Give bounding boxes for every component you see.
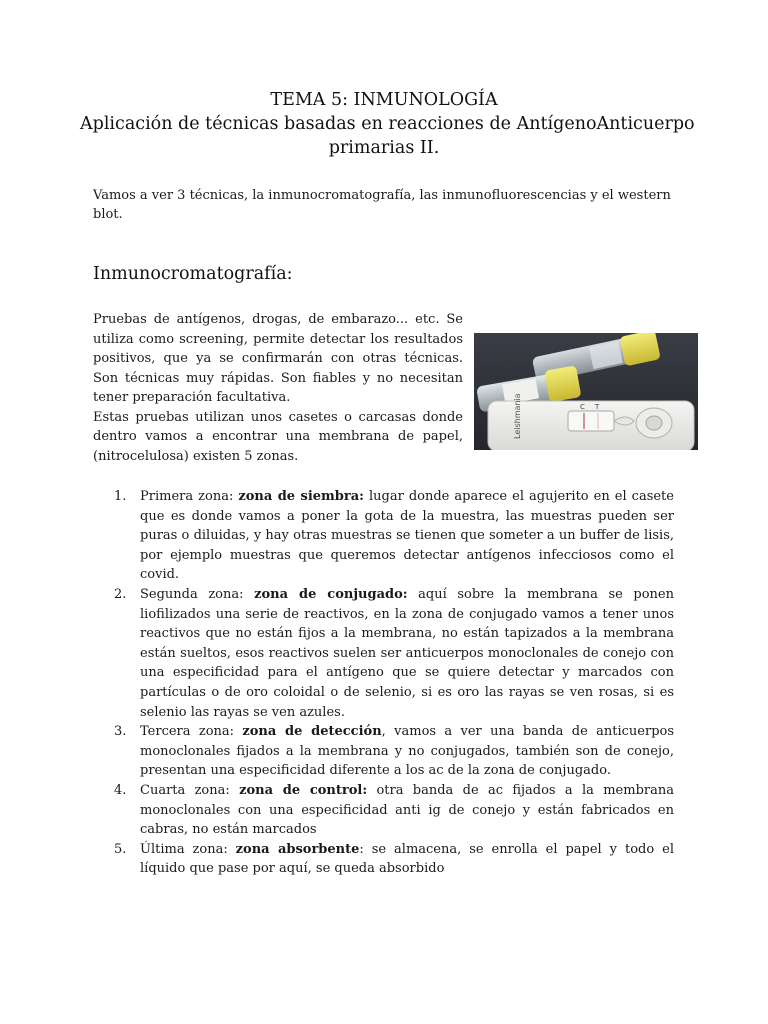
zone-text: otra banda de ac fijados a la membrana monoclonales con una especificidad anti ig de conejo y están fabricados en cabras, no están marcados [140,782,674,838]
title-line-1: TEMA 5: INMUNOLOGÍA [270,90,498,110]
section-heading: Inmunocromatografía: [93,264,293,284]
list-item [93,781,674,840]
zone-prefix: Primera zona: [140,489,239,504]
section-paragraph-text-2: Estas pruebas utilizan unos casetes o carcasas donde dentro vamos a encontrar una membrana de papel, (nitrocelulosa) existen 5 zonas. [93,409,463,464]
zone-text: aquí sobre la membrana se ponen liofilizados una serie de reactivos, en la zona de conjugado vamos a tener unos reactivos que no están fijos a la membrana, no están tapizados a la membrana están sueltos, esos reactivos suelen ser anticuerpos monoclonales de conejo con una especificidad para el antígeno que se quiere detectar y marcados con partículas o de oro coloidal o de selenio, si es oro las rayas se ven rosas, si es selenio las rayas se ven azules. [140,586,674,720]
title-line-2: Aplicación de técnicas basadas en reacciones de AntígenoAnticuerpo [80,114,695,134]
list-number: 1. [114,489,127,504]
test-cassette-image [474,333,698,450]
test-cassette-photo [474,333,698,450]
cassette-mark-t: T [595,403,600,411]
svg-text:Leishmania: Leishmania [513,393,522,439]
zone-prefix: Cuarta zona: [140,782,240,798]
zone-name: zona de detección [242,724,382,740]
list-number: 2. [114,586,127,602]
list-item [93,840,674,879]
list-item [93,585,674,722]
list-item [93,487,674,585]
page-title [80,88,695,160]
zone-prefix: Segunda zona: [140,586,255,602]
section-paragraph-text: Pruebas de antígenos, drogas, de embarazo... etc. Se utiliza como screening, permite detectar los resultados positivos, que ya se confirmarán con otras técnicas. Son técnicas muy rápidas. Son fiables y no necesitan tener preparación facultativa. [93,312,463,405]
list-number: 3. [114,724,127,740]
list-number: 5. [114,841,127,857]
zone-prefix: Tercera zona: [140,724,243,740]
zone-name: zona de siembra: [238,489,364,504]
zone-text: lugar donde aparece el agujerito en el casete que es donde vamos a poner la gota de la muestra, las muestras pueden ser puras o diluidas, y hay otras muestras se tienen que someter a un buffer de lisis, por ejemplo muestras que queremos detectar antígenos infecciosos como el covid. [140,489,674,583]
zone-text: : se almacena, se enrolla el papel y todo el líquido que pase por aquí, se queda absorbido [140,841,674,877]
intro-paragraph: Vamos a ver 3 técnicas, la inmunocromatografía, las inmunofluorescencias y el western blot. [93,188,671,222]
title-line-3: primarias II. [328,138,440,158]
section-paragraph [93,310,463,466]
zone-name: zona absorbente [235,841,360,857]
cassette-mark-c: C [580,403,585,411]
zone-text: , vamos a ver una banda de anticuerpos monoclonales fijados a la membrana y no conjugados, también son de conejo, presentan una especificidad diferente a los ac de la zona de conjugado. [140,724,675,779]
list-item [93,722,674,781]
list-number: 4. [114,782,127,798]
zone-name: zona de conjugado: [254,586,408,602]
zone-name: zona de control: [239,782,368,798]
zone-prefix: Última zona: [140,841,236,857]
zones-list [93,487,674,879]
